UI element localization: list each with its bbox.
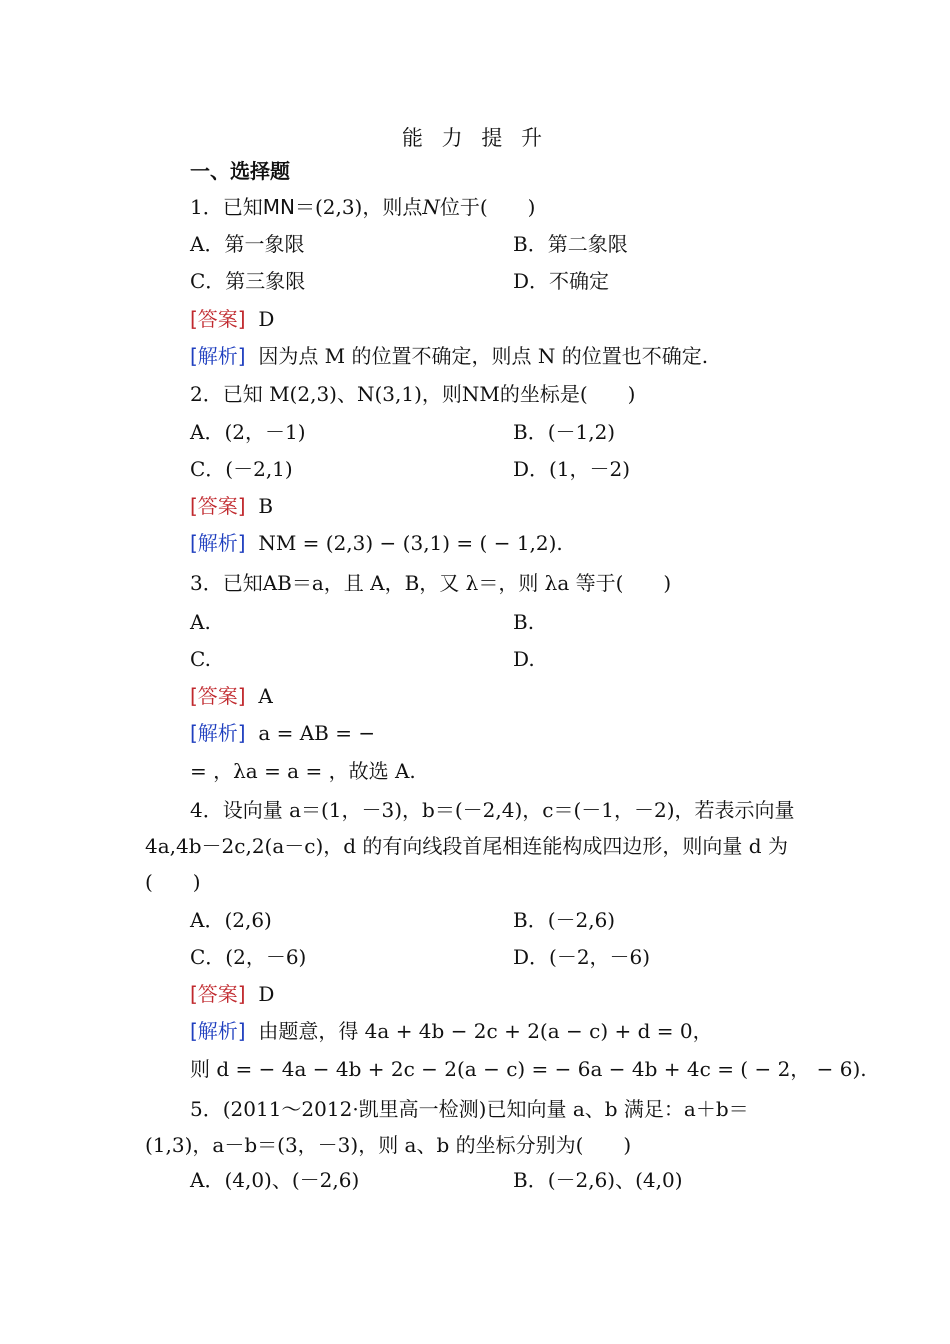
q1-stem-pre: 1．已知 [190,195,263,219]
q4-option-c: C．(2，－6) [190,945,307,969]
q1-vector: MN [262,195,295,219]
question-1-stem [190,194,535,220]
section-heading: 一、选择题 [190,159,290,183]
q2-answer-value: B [258,494,274,518]
q3-option-c: C. [190,647,211,671]
q5-option-b: B．(－2,6)、(4,0) [513,1168,683,1192]
q1-option-d: D．不确定 [513,269,610,293]
q3-analysis-text: a = AB = − [258,721,376,745]
q2-answer [190,493,273,519]
q4-option-b: B．(－2,6) [513,908,616,932]
question-3-stem: 3．已知AB＝a，且 A，B，又 λ＝，则 λa 等于( ) [190,571,672,595]
q3-answer-tag: [答案] [190,684,246,708]
q4-analysis [190,1018,713,1044]
q1-answer [190,306,274,332]
q1-var: N [422,195,440,219]
q3-answer-value: A [258,684,273,708]
q1-stem-end: 位于( ) [439,195,536,219]
page-title: 能 力 提 升 [401,126,549,150]
q1-stem-post: ＝(2,3)，则点 [294,195,423,219]
q2-analysis-text: NM = (2,3) − (3,1) = ( − 1,2). [258,531,563,555]
q1-answer-tag: [答案] [190,307,246,331]
q3-analysis-line2: = ，λa = a = ，故选 A. [190,759,416,783]
q3-answer [190,683,273,709]
q3-analysis [190,720,375,746]
q4-answer-value: D [258,982,275,1006]
q3-option-b: B. [513,610,535,634]
q3-analysis-tag: [解析] [190,721,246,745]
q4-analysis-tag: [解析] [190,1019,246,1043]
q1-option-c: C．第三象限 [190,269,306,293]
q2-analysis [190,530,563,556]
q3-option-d: D. [513,647,535,671]
q1-analysis [190,343,708,369]
q1-answer-value: D [258,307,275,331]
q1-option-b: B．第二象限 [513,232,628,256]
question-4-stem: 4．设向量 a＝(1，－3)，b＝(－2,4)，c＝(－1，－2)，若表示向量 4a,4b－2c,2(a－c)，d 的有向线段首尾相连能构成四边形，则向量 d 为( ) [145,798,795,894]
q2-option-c: C．(－2,1) [190,457,293,481]
q2-answer-tag: [答案] [190,494,246,518]
q4-option-a: A．(2,6) [190,908,272,932]
question-5-stem: 5．(2011～2012·凯里高一检测)已知向量 a、b 满足：a＋b＝(1,3)，a－b＝(3，－3)，则 a、b 的坐标分别为( ) [145,1097,749,1157]
q5-option-a: A．(4,0)、(－2,6) [190,1168,360,1192]
q2-option-b: B．(－1,2) [513,420,616,444]
q4-analysis-line2: 则 d = − 4a − 4b + 2c − 2(a − c) = − 6a − 4b + 4c = ( − 2， − 6). [190,1057,867,1081]
q4-answer [190,981,274,1007]
q1-analysis-tag: [解析] [190,344,246,368]
q3-option-a: A. [190,610,211,634]
question-2-stem: 2．已知 M(2,3)、N(3,1)，则NM的坐标是( ) [190,382,636,406]
q4-option-d: D．(－2，－6) [513,945,651,969]
q4-answer-tag: [答案] [190,982,246,1006]
q4-analysis-text: 由题意，得 4a + 4b − 2c + 2(a − c) + d = 0， [258,1019,713,1043]
q1-option-a: A．第一象限 [190,232,305,256]
q2-analysis-tag: [解析] [190,531,246,555]
q2-option-a: A．(2，－1) [190,420,306,444]
q1-analysis-text: 因为点 M 的位置不确定，则点 N 的位置也不确定. [258,344,709,368]
q2-option-d: D．(1，－2) [513,457,631,481]
